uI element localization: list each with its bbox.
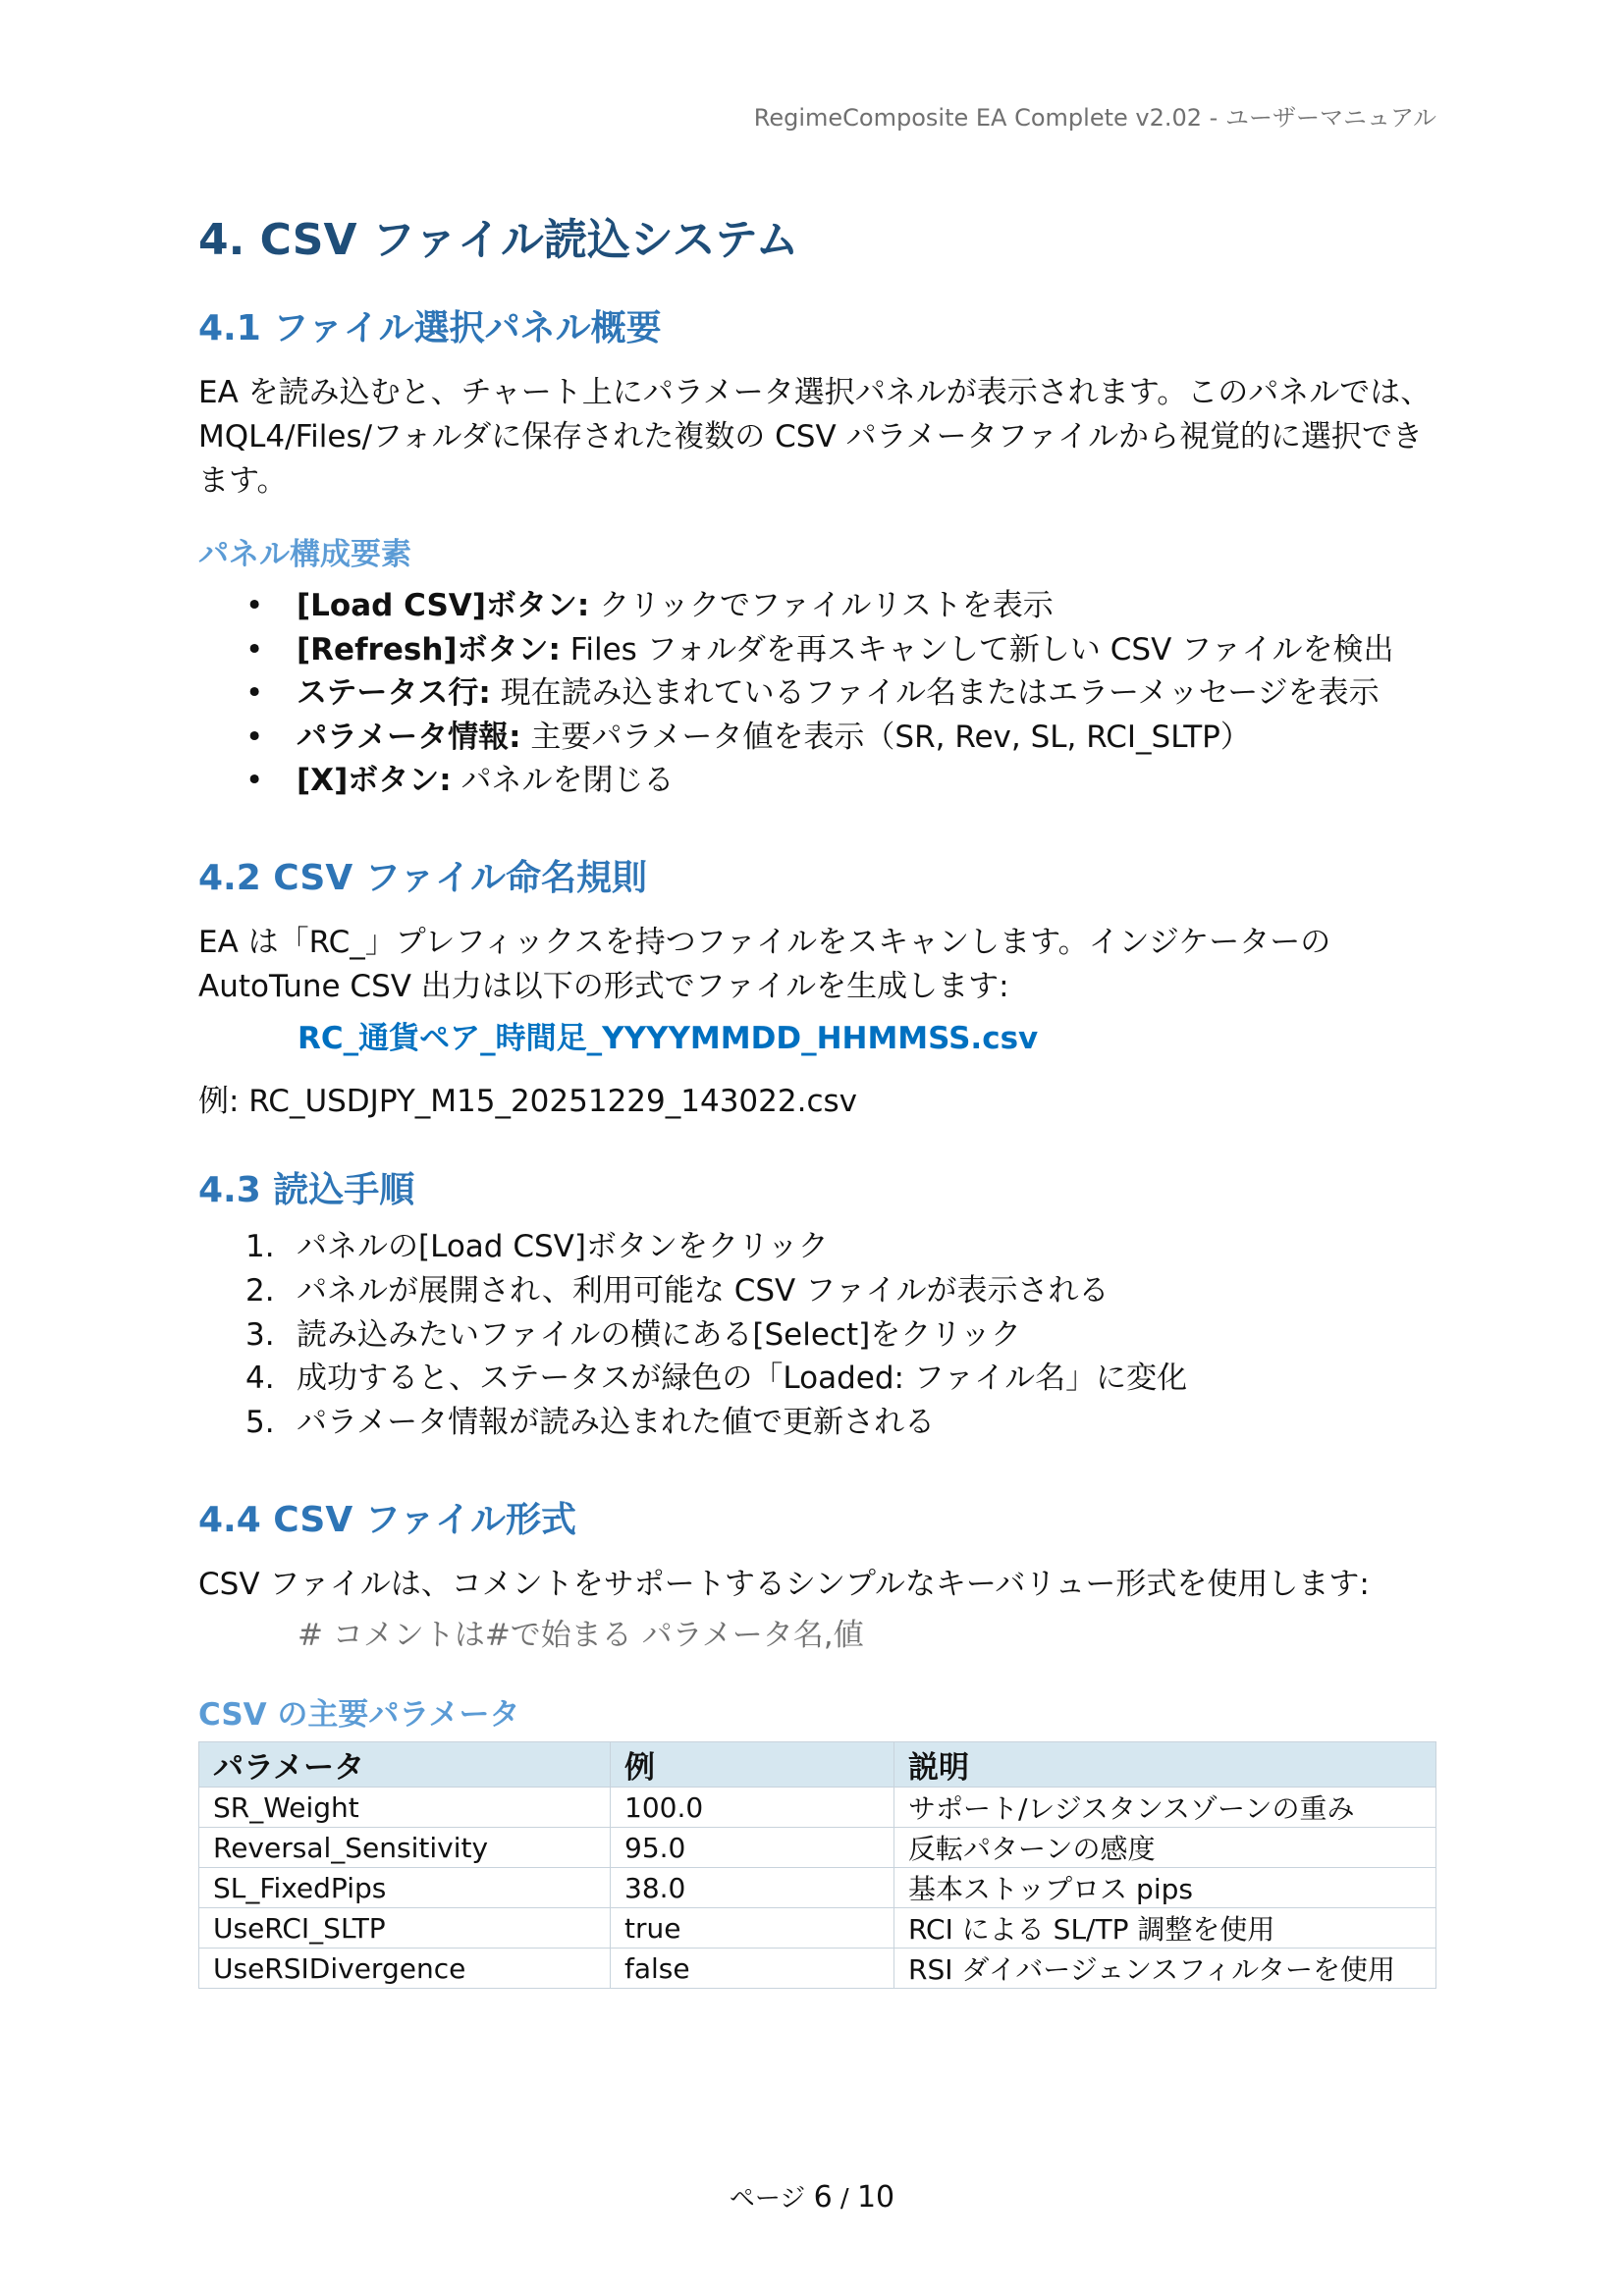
load-steps-list	[245, 1225, 1187, 1445]
step-number: 4.	[245, 1361, 275, 1397]
list-item-desc: 現在読み込まれているファイル名またはエラーメッセージを表示	[490, 675, 1380, 711]
filename-pattern: RC_通貨ペア_時間足_YYYYMMDD_HHMMSS.csv	[298, 1021, 1039, 1056]
cell-parameter: SL_FixedPips	[199, 1868, 611, 1908]
list-item	[245, 584, 1394, 628]
cell-parameter: UseRSIDivergence	[199, 1949, 611, 1989]
section-4-2-paragraph-line-1: EA は「RC_」プレフィックスを持つファイルをスキャンします。インジケーターの	[198, 925, 1331, 960]
table-row	[199, 1949, 1436, 1989]
section-4-1-paragraph-line-2: MQL4/Files/フォルダに保存された複数の CSV パラメータファイルから視覚的に選択でき	[198, 419, 1423, 454]
list-item-desc: パネルを閉じる	[451, 763, 675, 798]
step-number: 5.	[245, 1405, 275, 1441]
list-item-desc: Files フォルダを再スキャンして新しい CSV ファイルを検出	[560, 631, 1394, 667]
chapter-title: 4. CSV ファイル読込システム	[198, 215, 799, 265]
cell-example: false	[611, 1949, 894, 1989]
csv-format-sample: # コメントは#で始まる パラメータ名,値	[298, 1618, 864, 1653]
step-item	[245, 1357, 1187, 1401]
panel-components-heading: パネル構成要素	[198, 537, 411, 572]
cell-description: 基本ストップロス pips	[894, 1868, 1436, 1908]
cell-parameter: SR_Weight	[199, 1788, 611, 1828]
list-item	[245, 759, 1394, 803]
page-footer	[0, 2178, 1624, 2215]
column-header-example: 例	[611, 1742, 894, 1788]
step-number: 3.	[245, 1316, 275, 1353]
list-item-term: [Refresh]ボタン:	[297, 631, 561, 667]
section-4-4-heading: 4.4 CSV ファイル形式	[198, 1500, 576, 1540]
list-item-desc: クリックでファイルリストを表示	[589, 588, 1054, 623]
cell-description: RSI ダイバージェンスフィルターを使用	[894, 1949, 1436, 1989]
list-item-desc: 主要パラメータ値を表示（SR, Rev, SL, RCI_SLTP）	[520, 719, 1251, 755]
step-number: 2.	[245, 1272, 275, 1308]
section-4-4-paragraph: CSV ファイルは、コメントをサポートするシンプルなキーバリュー形式を使用します:	[198, 1567, 1370, 1602]
step-item	[245, 1269, 1187, 1313]
cell-parameter: Reversal_Sensitivity	[199, 1828, 611, 1868]
table-row	[199, 1788, 1436, 1828]
list-item	[245, 628, 1394, 672]
running-header: RegimeComposite EA Complete v2.02 - ユーザーマニュアル	[753, 104, 1436, 132]
cell-example: true	[611, 1908, 894, 1949]
cell-example: 100.0	[611, 1788, 894, 1828]
table-row	[199, 1828, 1436, 1868]
section-4-1-heading: 4.1 ファイル選択パネル概要	[198, 308, 662, 348]
cell-parameter: UseRCI_SLTP	[199, 1908, 611, 1949]
cell-description: サポート/レジスタンスゾーンの重み	[894, 1788, 1436, 1828]
cell-description: 反転パターンの感度	[894, 1828, 1436, 1868]
table-header-row	[199, 1742, 1436, 1788]
column-header-parameter: パラメータ	[199, 1742, 611, 1788]
section-4-3-heading: 4.3 読込手順	[198, 1170, 415, 1210]
step-text: パネルが展開され、利用可能な CSV ファイルが表示される	[297, 1272, 1110, 1308]
step-item	[245, 1313, 1187, 1358]
step-text: パネルの[Load CSV]ボタンをクリック	[297, 1229, 829, 1264]
section-4-2-heading: 4.2 CSV ファイル命名規則	[198, 858, 647, 898]
list-item-term: ステータス行:	[297, 675, 491, 711]
list-item	[245, 716, 1394, 760]
filename-example: 例: RC_USDJPY_M15_20251229_143022.csv	[198, 1084, 857, 1119]
list-item	[245, 671, 1394, 716]
list-item-term: パラメータ情報:	[297, 719, 521, 755]
csv-params-table	[198, 1741, 1436, 1989]
table-row	[199, 1908, 1436, 1949]
page-separator: /	[832, 2184, 857, 2214]
cell-example: 38.0	[611, 1868, 894, 1908]
step-item	[245, 1401, 1187, 1445]
section-4-1-paragraph-line-1: EA を読み込むと、チャート上にパラメータ選択パネルが表示されます。このパネルでは、	[198, 375, 1432, 410]
total-page-count: 10	[856, 2180, 895, 2215]
section-4-2-paragraph-line-2: AutoTune CSV 出力は以下の形式でファイルを生成します:	[198, 969, 1009, 1004]
page-label: ページ	[729, 2184, 814, 2214]
table-row	[199, 1868, 1436, 1908]
step-item	[245, 1225, 1187, 1269]
section-4-1-paragraph-line-3: ます。	[198, 463, 288, 499]
step-number: 1.	[245, 1229, 275, 1264]
cell-description: RCI による SL/TP 調整を使用	[894, 1908, 1436, 1949]
list-item-term: [X]ボタン:	[297, 763, 452, 798]
panel-components-list	[245, 584, 1394, 803]
step-text: 読み込みたいファイルの横にある[Select]をクリック	[297, 1316, 1021, 1353]
list-item-term: [Load CSV]ボタン:	[297, 588, 590, 623]
cell-example: 95.0	[611, 1828, 894, 1868]
step-text: パラメータ情報が読み込まれた値で更新される	[297, 1405, 936, 1441]
step-text: 成功すると、ステータスが緑色の「Loaded: ファイル名」に変化	[297, 1361, 1188, 1397]
column-header-description: 説明	[894, 1742, 1436, 1788]
csv-params-heading: CSV の主要パラメータ	[198, 1697, 520, 1733]
current-page-number: 6	[813, 2180, 833, 2215]
